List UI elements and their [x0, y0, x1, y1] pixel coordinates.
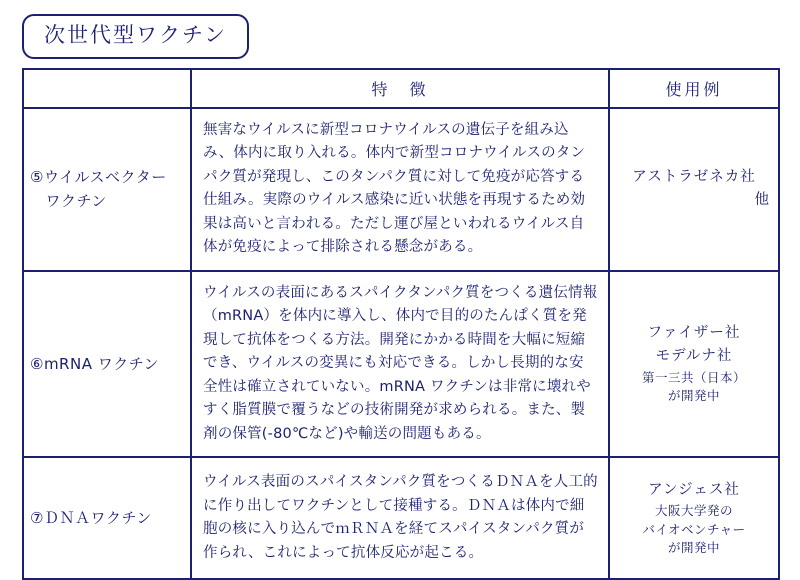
table-body — [23, 108, 779, 579]
vaccine-name-cell — [23, 457, 191, 579]
column-header-example: 使用例 — [609, 69, 779, 108]
example-line: 他 — [754, 192, 770, 209]
example-line: が開発中 — [667, 388, 720, 404]
example-line: 第一三共（日本） — [641, 369, 746, 385]
vaccine-comparison-table — [22, 68, 780, 580]
vaccine-example-cell — [609, 457, 779, 579]
example-line: バイオベンチャー — [642, 521, 746, 537]
vaccine-name-line2: ワクチン — [30, 192, 107, 211]
column-header-feature: 特 徴 — [191, 69, 609, 108]
table-row — [23, 457, 779, 579]
example-line: アストラゼネカ社 — [632, 169, 756, 186]
table-header — [23, 69, 779, 108]
vaccine-name-line1: ⑦ＤＮＡワクチン — [30, 508, 152, 527]
vaccine-feature-cell: ウイルス表面のスパイスタンパク質をつくるＤＮＡを人工的に作り出してワクチンとして接種する。ＤＮＡは体内で細胞の核に入り込んでｍＲＮＡを経てスパイスタンパク質が作られ、これによって抗体反応が起こる。 — [191, 457, 609, 579]
example-line: が開発中 — [667, 540, 720, 556]
vaccine-name-cell — [23, 108, 191, 271]
example-line: アンジェス社 — [648, 481, 740, 498]
example-line: 大阪大学発の — [654, 502, 733, 518]
vaccine-name-cell — [23, 271, 191, 457]
vaccine-name-line1: ⑥mRNA ワクチン — [30, 354, 159, 373]
table-row — [23, 108, 779, 271]
table-header-row — [23, 69, 779, 108]
vaccine-name-line1: ⑤ウイルスベクター — [30, 167, 167, 186]
example-line: ファイザー社 — [647, 325, 741, 342]
vaccine-example-cell — [609, 108, 779, 271]
table-row — [23, 271, 779, 457]
page-title: 次世代型ワクチン — [22, 14, 249, 59]
column-header-name — [23, 69, 191, 108]
example-line: モデルナ社 — [655, 348, 733, 365]
vaccine-example-cell — [609, 271, 779, 457]
vaccine-feature-cell: 無害なウイルスに新型コロナウイルスの遺伝子を組み込み、体内に取り入れる。体内で新型コロナウイルスのタンパク質が発現し、このタンパク質に対して免疫が応答する仕組み。実際のウイルス感染に近い状態を再現するため効果は高いと言われる。ただし運び屋といわれるウイルス自体が免疫によって排除される懸念がある。 — [191, 108, 609, 271]
vaccine-feature-cell: ウイルスの表面にあるスパイクタンパク質をつくる遺伝情報（mRNA）を体内に導入し、体内で目的のたんぱく質を発現して抗体をつくる方法。開発にかかる時間を大幅に短縮でき、ウイルスの変異にも対応できる。しかし長期的な安全性は確立されていない。mRNA ワクチンは非常に壊れやすく脂質膜で覆うなどの技術開発が求められる。また、製剤の保管(-80℃など)や輸送の問題もある。 — [191, 271, 609, 457]
